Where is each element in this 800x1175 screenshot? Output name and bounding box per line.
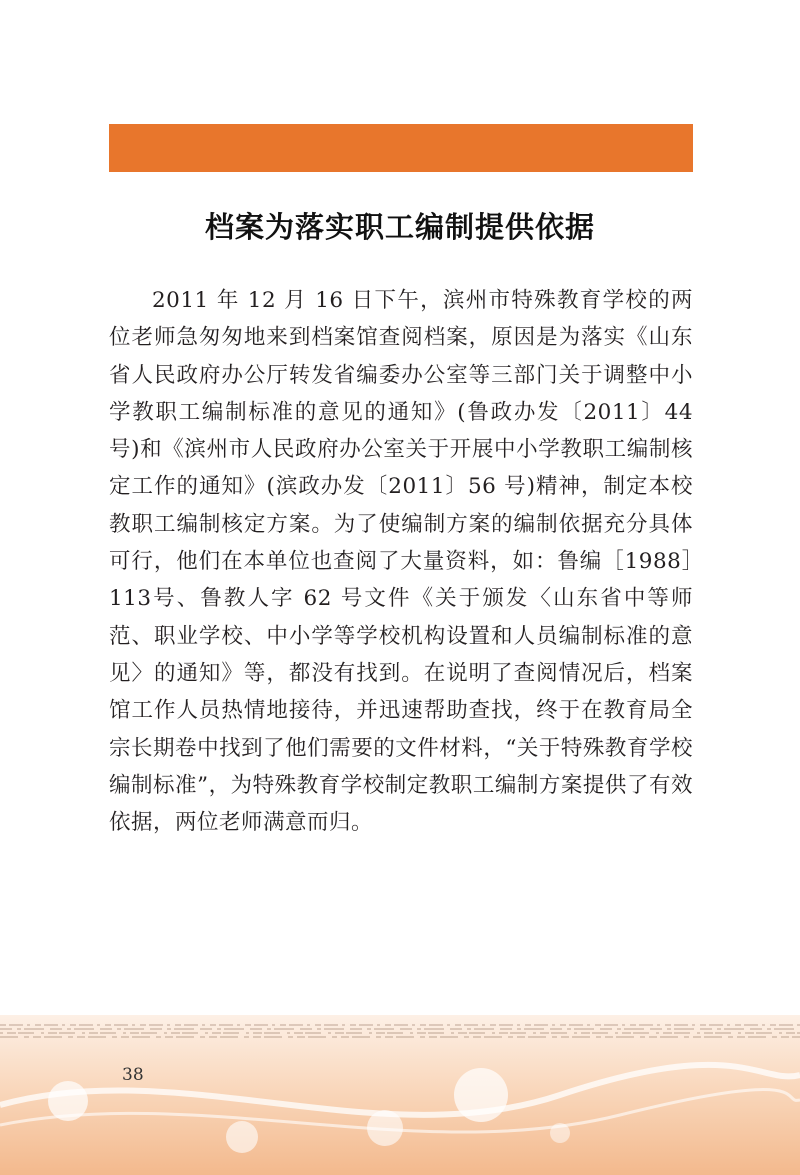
header-banner: [109, 124, 693, 172]
footer-decoration: [0, 1015, 800, 1175]
article-body: 2011 年 12 月 16 日下午，滨州市特殊教育学校的两位老师急匆匆地来到档案馆查阅档案，原因是为落实《山东省人民政府办公厅转发省编委办公室等三部门关于调整中小学教职工编制标准的意见的通知》(鲁政办发〔2011〕44 号)和《滨州市人民政府办公室关于开展中小学教职工编制核定工作的通知》(滨政办发〔2011〕56 号)精神，制定本校教职工编制核定方案。为了使编制方案的编制依据充分具体可行，他们在本单位也查阅了大量资料，如：鲁编［1988］113号、鲁教人字 62 号文件《关于颁发〈山东省中等师范、职业学校、中小学等学校机构设置和人员编制标准的意见〉的通知》等，都没有找到。在说明了查阅情况后，档案馆工作人员热情地接待，并迅速帮助查找，终于在教育局全宗长期卷中找到了他们需要的文件材料，“关于特殊教育学校编制标准”，为特殊教育学校制定教职工编制方案提供了有效依据，两位老师满意而归。: [109, 288, 693, 836]
page-number: 38: [122, 1065, 144, 1085]
article-title: 档案为落实职工编制提供依据: [204, 210, 595, 244]
footer-pattern: [0, 1015, 800, 1175]
